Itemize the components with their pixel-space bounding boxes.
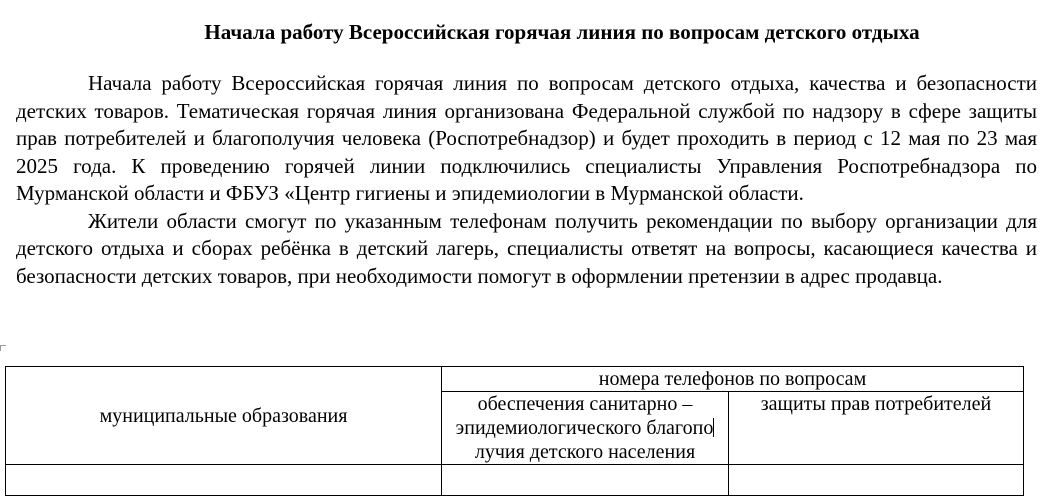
table-move-handle[interactable] <box>0 345 6 351</box>
header-municipal-formations-label: муниципальные образования <box>99 404 348 427</box>
table-row-cell[interactable] <box>442 465 729 496</box>
header-sanitary-welfare[interactable] <box>442 392 729 465</box>
header-phone-numbers-group[interactable] <box>442 367 1024 392</box>
header-consumer-protection-label: защиты прав потребителей <box>760 393 992 415</box>
header-phone-numbers-group-label: номера телефонов по вопросам <box>598 368 867 390</box>
header-municipal-formations[interactable] <box>6 367 442 465</box>
header-sanitary-welfare-label-end: лучия детского населения <box>474 441 696 463</box>
document-body[interactable] <box>16 70 1037 290</box>
header-consumer-protection[interactable] <box>729 392 1024 465</box>
paragraph-2[interactable]: Жители области смогут по указанным телефонам получить рекомендации по выбору организации для детского отдыха и сборах ребёнка в детский лагерь, специалисты ответят на вопросы, касающиеся качества и безопасности детских товаров, при необходимости помогут в оформлении претензии в адрес продавца. <box>16 208 1037 288</box>
table-row-cell[interactable] <box>729 465 1024 496</box>
paragraph-1[interactable]: Начала работу Всероссийская горячая линия по вопросам детского отдыха, качества и безопасности детских товаров. Тематическая горячая линия организована Федеральной службой по надзору в сфере защиты прав потребителей и благополучия человека (Роспотребнадзор) и будет проходить в период с 12 мая по 23 мая 2025 года. К проведению горячей линии подключились специалисты Управления Роспотребнадзора по Мурманской области и ФБУЗ «Центр гигиены и эпидемиологии в Мурманской области. <box>16 71 1037 205</box>
phone-numbers-table <box>5 366 1024 496</box>
header-sanitary-welfare-label-start: обеспечения санитарно – эпидемиологического благопо <box>455 393 714 439</box>
text-cursor <box>713 418 714 437</box>
table-row-cell[interactable] <box>6 465 442 496</box>
document-title: Начала работу Всероссийская горячая линия по вопросам детского отдыха <box>204 20 920 44</box>
